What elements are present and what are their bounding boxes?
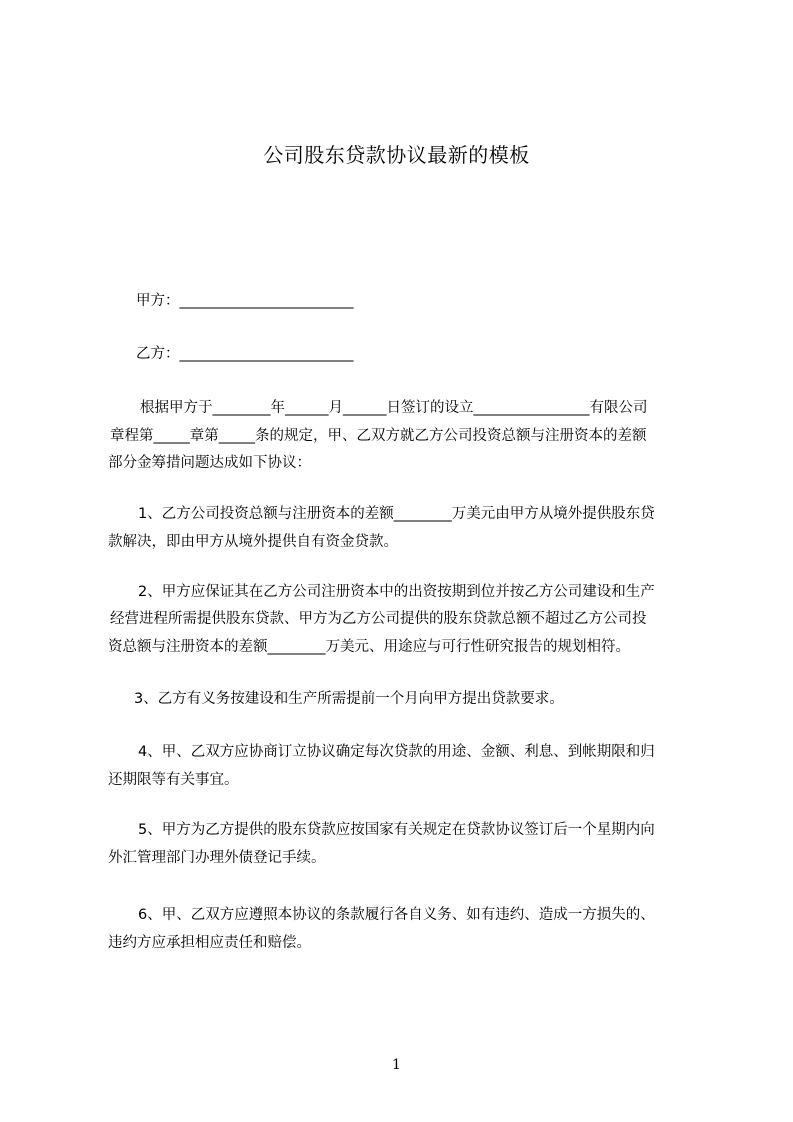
paragraph-line: 根据甲方于________年______月______日签订的设立________________有限公司 <box>140 400 648 416</box>
paragraph-line: 3、乙方有义务按建设和生产所需提前一个月向甲方提出贷款要求。 <box>134 691 564 707</box>
paragraph-line: 还期限等有关事宜。 <box>108 772 239 788</box>
paragraph-line: 1、乙方公司投资总额与注册资本的差额________万美元由甲方从境外提供股东贷 <box>138 506 655 522</box>
page-number: 1 <box>392 1057 401 1073</box>
party-a-line: 甲方：________________________ <box>136 293 354 309</box>
paragraph-line: 经营进程所需提供股东贷款、甲方为乙方公司提供的股东贷款总额不超过乙方公司投 <box>110 611 647 627</box>
party-b-line: 乙方：________________________ <box>136 346 354 362</box>
paragraph-line: 部分金筹措问题达成如下协议： <box>108 455 311 471</box>
paragraph-line: 4、甲、乙双方应协商订立协议确定每次贷款的用途、金额、利息、到帐期限和归 <box>138 744 655 760</box>
paragraph-line: 违约方应承担相应责任和赔偿。 <box>108 935 311 951</box>
paragraph-line: 资总额与注册资本的差额________万美元、用途应与可行性研究报告的规划相符。 <box>108 639 630 655</box>
paragraph-line: 6、甲、乙双方应遵照本协议的条款履行各自义务、如有违约、造成一方损失的、 <box>138 907 655 923</box>
paragraph-line: 2、甲方应保证其在乙方公司注册资本中的出资按期到位并按乙方公司建设和生产 <box>138 584 655 600</box>
paragraph-line: 外汇管理部门办理外债登记手续。 <box>108 850 326 866</box>
paragraph-line: 章程第_____章第_____条的规定，甲、乙双方就乙方公司投资总额与注册资本的差额 <box>110 428 647 444</box>
document-title: 公司股东贷款协议最新的模板 <box>263 143 530 167</box>
paragraph-line: 款解决，即由甲方从境外提供自有资金贷款。 <box>108 534 398 550</box>
paragraph-line: 5、甲方为乙方提供的股东贷款应按国家有关规定在贷款协议签订后一个星期内向 <box>138 822 655 838</box>
